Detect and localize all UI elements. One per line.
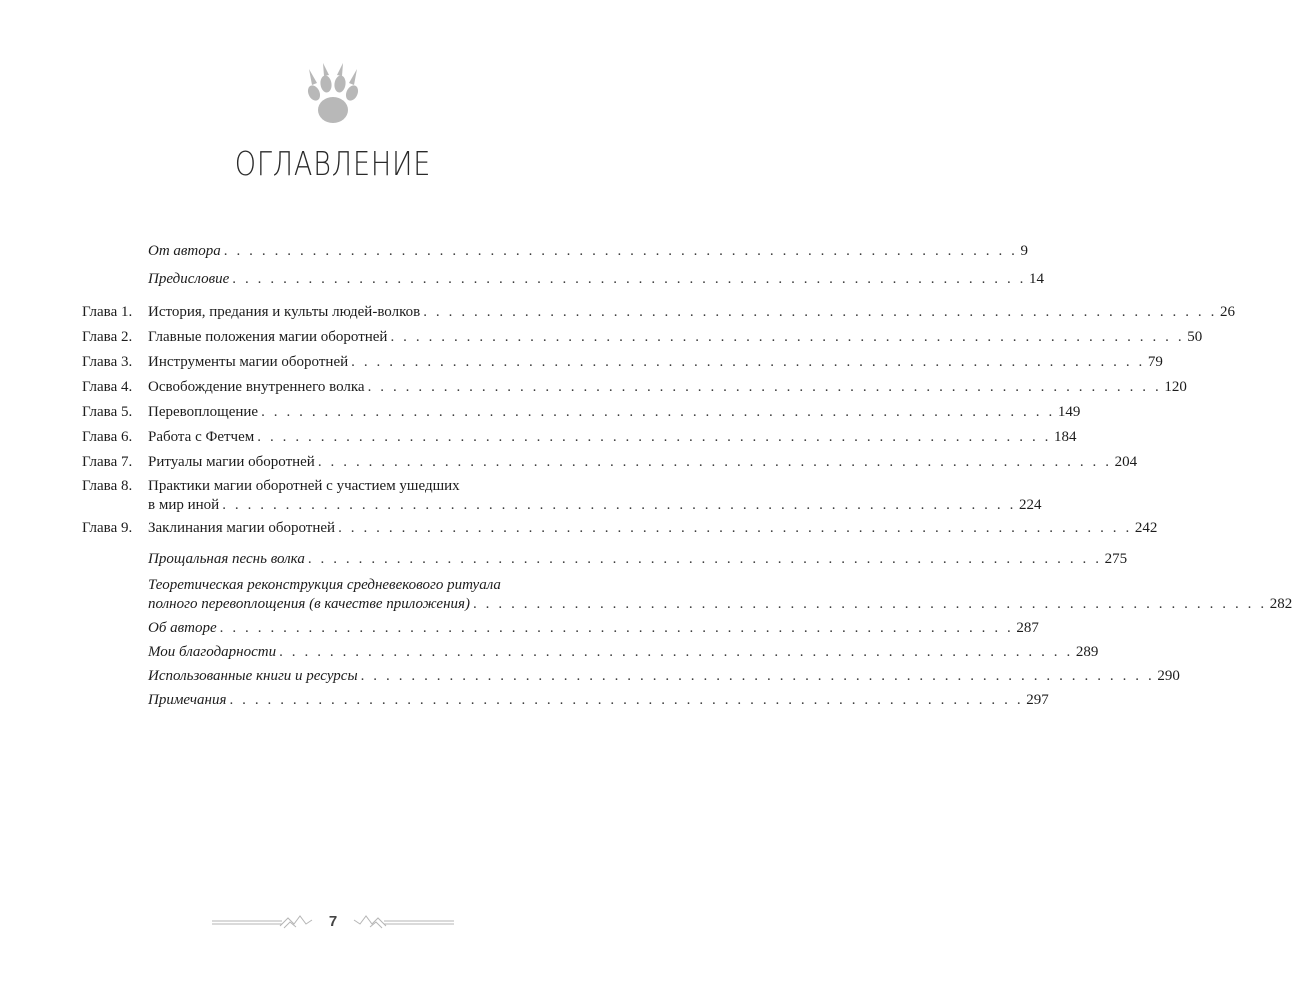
chapter-label: Глава 6.	[82, 429, 133, 445]
entry-page: 79	[1147, 354, 1163, 370]
leader-dots: . . . . . . . . . . . . . . . . . . . . . . . . . . . . . . . . . . . . . . . . . . . . . . . . . . . . . . . . . . . . . . .	[223, 243, 1018, 259]
entry-title-line1: Теоретическая реконструкция средневекового ритуала	[148, 577, 501, 593]
chapter-label: Глава 3.	[82, 354, 133, 370]
chapter-label: Глава 9.	[82, 520, 133, 536]
entry-title: Об авторе	[148, 620, 217, 636]
leader-dots: . . . . . . . . . . . . . . . . . . . . . . . . . . . . . . . . . . . . . . . . . . . . . . . . . . . . . . . . . . . . . . .	[423, 304, 1217, 320]
entry-page: 120	[1164, 379, 1187, 395]
entry-title: Использованные книги и ресурсы	[148, 668, 358, 684]
entry-page: 297	[1026, 692, 1049, 708]
entry-page: 14	[1029, 271, 1045, 287]
entry-title: Предисловие	[148, 271, 230, 287]
leader-dots: . . . . . . . . . . . . . . . . . . . . . . . . . . . . . . . . . . . . . . . . . . . . . . . . . . . . . . . . . . . . . . .	[257, 429, 1051, 445]
entry-title: Главные положения магии оборотней	[148, 329, 388, 345]
entry-page: 290	[1157, 668, 1180, 684]
chapter-label: Глава 7.	[82, 454, 133, 470]
entry-title: Прощальная песнь волка	[148, 551, 305, 567]
page-title: ОГЛАВЛЕНИЕ	[234, 144, 432, 183]
leader-dots: . . . . . . . . . . . . . . . . . . . . . . . . . . . . . . . . . . . . . . . . . . . . . . . . . . . . . . . . . . . . . . .	[317, 454, 1112, 470]
leader-dots: . . . . . . . . . . . . . . . . . . . . . . . . . . . . . . . . . . . . . . . . . . . . . . . . . . . . . . . . . . . . . . .	[338, 520, 1132, 536]
entry-title: Заклинания магии оборотней	[148, 520, 336, 536]
entry-page: 26	[1219, 304, 1235, 320]
chapter-label: Глава 8.	[82, 478, 133, 494]
entry-page: 9	[1020, 243, 1029, 259]
leader-dots: . . . . . . . . . . . . . . . . . . . . . . . . . . . . . . . . . . . . . . . . . . . . . . . . . . . . . . . . . . . . . . .	[261, 404, 1055, 420]
entry-page: 50	[1187, 329, 1203, 345]
entry-title: Ритуалы магии оборотней	[148, 454, 315, 470]
entry-page: 289	[1075, 644, 1099, 660]
page-number: 7	[328, 913, 338, 930]
leader-dots: . . . . . . . . . . . . . . . . . . . . . . . . . . . . . . . . . . . . . . . . . . . . . . . . . . . . . . . . . . . . . . .	[307, 551, 1102, 567]
entry-page: 149	[1057, 404, 1081, 420]
entry-title: в мир иной	[148, 497, 220, 513]
entry-page: 224	[1018, 497, 1042, 513]
leader-dots: . . . . . . . . . . . . . . . . . . . . . . . . . . . . . . . . . . . . . . . . . . . . . . . . . . . . . . . . . . . . . . .	[219, 620, 1014, 636]
entry-title: История, предания и культы людей-волков	[148, 304, 421, 320]
entry-title: Перевоплощение	[148, 404, 259, 420]
entry-title: полного перевоплощения (в качестве приложения)	[148, 596, 470, 612]
entry-page: 287	[1016, 620, 1039, 636]
entry-page: 275	[1104, 551, 1128, 567]
entry-page: 184	[1054, 429, 1077, 445]
entry-page: 242	[1134, 520, 1158, 536]
leader-dots: . . . . . . . . . . . . . . . . . . . . . . . . . . . . . . . . . . . . . . . . . . . . . . . . . . . . . . . . . . . . . . .	[222, 497, 1016, 513]
leader-dots: . . . . . . . . . . . . . . . . . . . . . . . . . . . . . . . . . . . . . . . . . . . . . . . . . . . . . . . . . . . . . . .	[279, 644, 1073, 660]
leader-dots: . . . . . . . . . . . . . . . . . . . . . . . . . . . . . . . . . . . . . . . . . . . . . . . . . . . . . . . . . . . . . . .	[390, 329, 1185, 345]
chapter-label: Глава 5.	[82, 404, 133, 420]
entry-title: Инструменты магии оборотней	[148, 354, 349, 370]
leader-dots: . . . . . . . . . . . . . . . . . . . . . . . . . . . . . . . . . . . . . . . . . . . . . . . . . . . . . . . . . . . . . . .	[232, 271, 1027, 287]
entry-page: 282	[1269, 596, 1292, 612]
entry-title-line1: Практики магии оборотней с участием ушедших	[148, 478, 460, 494]
leader-dots: . . . . . . . . . . . . . . . . . . . . . . . . . . . . . . . . . . . . . . . . . . . . . . . . . . . . . . . . . . . . . . .	[229, 692, 1024, 708]
leader-dots: . . . . . . . . . . . . . . . . . . . . . . . . . . . . . . . . . . . . . . . . . . . . . . . . . . . . . . . . . . . . . . .	[472, 596, 1267, 612]
entry-title: Работа с Фетчем	[148, 429, 255, 445]
chapter-label: Глава 1.	[82, 304, 133, 320]
entry-page: 204	[1114, 454, 1138, 470]
leader-dots: . . . . . . . . . . . . . . . . . . . . . . . . . . . . . . . . . . . . . . . . . . . . . . . . . . . . . . . . . . . . . . .	[367, 379, 1162, 395]
entry-title: Примечания	[148, 692, 227, 708]
entry-title: Освобождение внутреннего волка	[148, 379, 365, 395]
leader-dots: . . . . . . . . . . . . . . . . . . . . . . . . . . . . . . . . . . . . . . . . . . . . . . . . . . . . . . . . . . . . . . .	[351, 354, 1145, 370]
chapter-label: Глава 4.	[82, 379, 133, 395]
entry-title: От автора	[148, 243, 221, 259]
chapter-label: Глава 2.	[82, 329, 133, 345]
leader-dots: . . . . . . . . . . . . . . . . . . . . . . . . . . . . . . . . . . . . . . . . . . . . . . . . . . . . . . . . . . . . . . .	[360, 668, 1155, 684]
entry-title: Мои благодарности	[148, 644, 277, 660]
